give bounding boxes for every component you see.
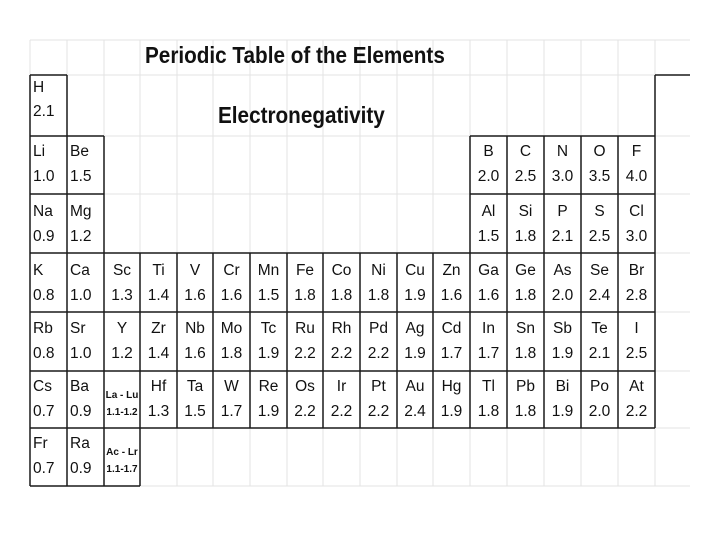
electronegativity-value: 1.8 — [367, 287, 390, 304]
element-cell-zn — [433, 255, 470, 313]
electronegativity-value: 0.9 — [70, 460, 92, 477]
element-cell-ru — [287, 313, 323, 371]
element-symbol: Al — [481, 203, 496, 220]
electronegativity-value: 1.5 — [70, 168, 92, 185]
element-cell-ge — [507, 255, 544, 313]
element-symbol: Mo — [220, 320, 243, 337]
element-symbol: Rh — [331, 320, 352, 337]
element-cell-mo — [213, 313, 250, 371]
element-symbol: Sn — [516, 320, 535, 337]
element-cell-ca — [67, 255, 104, 313]
element-symbol: Os — [295, 378, 315, 395]
element-cell-o — [581, 136, 618, 196]
element-cell-tc — [250, 313, 287, 371]
element-cell-ba — [67, 371, 104, 428]
electronegativity-value: 1.8 — [514, 345, 537, 362]
element-cell-s — [581, 196, 618, 255]
electronegativity-value: 1.6 — [184, 287, 206, 304]
electronegativity-value: 1.5 — [184, 403, 206, 420]
electronegativity-value: 2.4 — [404, 403, 426, 420]
element-cell-cr — [213, 255, 250, 313]
electronegativity-value: 1.9 — [257, 345, 280, 362]
electronegativity-value: 3.0 — [551, 168, 574, 185]
element-cell-nb — [177, 313, 213, 371]
electronegativity-value: 1.2 — [70, 228, 92, 245]
element-symbol: S — [594, 203, 605, 220]
element-symbol: Mg — [70, 203, 92, 220]
element-symbol: Se — [590, 262, 609, 279]
electronegativity-value: 1.4 — [147, 345, 170, 362]
element-symbol: Be — [70, 143, 89, 160]
electronegativity-value: 1.8 — [514, 403, 537, 420]
electronegativity-value: 1.1-1.7 — [106, 464, 138, 475]
electronegativity-value: 1.5 — [257, 287, 280, 304]
electronegativity-value: 1.7 — [477, 345, 500, 362]
element-cell-re — [250, 371, 287, 428]
element-cell-mn — [250, 255, 287, 313]
element-symbol: W — [224, 378, 239, 395]
electronegativity-value: 2.0 — [477, 168, 500, 185]
element-symbol: Fr — [33, 435, 48, 452]
element-cell-rh — [323, 313, 360, 371]
element-cell-ra — [67, 428, 104, 486]
electronegativity-value: 2.5 — [514, 168, 537, 185]
element-symbol: Ge — [515, 262, 536, 279]
element-symbol: Ni — [371, 262, 386, 279]
electronegativity-value: 1.9 — [404, 287, 426, 304]
element-cell-ac-lr — [104, 428, 140, 486]
electronegativity-value: 1.8 — [477, 403, 500, 420]
element-symbol: F — [631, 143, 642, 160]
element-cell-ir — [323, 371, 360, 428]
electronegativity-value: 2.1 — [588, 345, 611, 362]
element-cell-cd — [433, 313, 470, 371]
element-cell-na — [30, 196, 67, 255]
element-symbol: Cd — [441, 320, 462, 337]
element-symbol: Hg — [441, 378, 462, 395]
element-cell-fe — [287, 255, 323, 313]
element-cell-sb — [544, 313, 581, 371]
element-symbol: Ga — [478, 262, 499, 279]
element-symbol: Fe — [295, 262, 315, 279]
element-cell-as — [544, 255, 581, 313]
element-cell-bi — [544, 371, 581, 428]
element-cell-os — [287, 371, 323, 428]
electronegativity-value: 1.4 — [147, 287, 170, 304]
element-symbol: K — [33, 262, 44, 279]
element-symbol: Na — [33, 203, 53, 220]
electronegativity-value: 2.4 — [588, 287, 611, 304]
element-cell-te — [581, 313, 618, 371]
element-cell-au — [397, 371, 433, 428]
element-cell-cu — [397, 255, 433, 313]
element-symbol: Tl — [482, 378, 495, 395]
electronegativity-value: 1.9 — [551, 403, 574, 420]
electronegativity-value: 0.7 — [33, 460, 55, 477]
electronegativity-value: 2.2 — [330, 403, 353, 420]
element-cell-ti — [140, 255, 177, 313]
element-symbol: C — [519, 143, 532, 160]
element-symbol: Cu — [405, 262, 425, 279]
electronegativity-value: 1.9 — [257, 403, 280, 420]
element-cell-li — [30, 136, 67, 196]
element-cell-p — [544, 196, 581, 255]
element-cell-sn — [507, 313, 544, 371]
electronegativity-value: 1.7 — [220, 403, 243, 420]
electronegativity-value: 2.2 — [294, 345, 316, 362]
element-symbol: H — [33, 79, 45, 96]
element-cell-hg — [433, 371, 470, 428]
electronegativity-value: 1.3 — [111, 287, 133, 304]
element-symbol: Ru — [295, 320, 315, 337]
element-symbol: Ac - Lr — [106, 447, 138, 458]
element-symbol: O — [593, 143, 606, 160]
element-cell-b — [470, 136, 507, 196]
page-title: Periodic Table of the Elements — [145, 42, 445, 68]
element-cell-cl — [618, 196, 655, 255]
element-cell-po — [581, 371, 618, 428]
electronegativity-value: 0.9 — [33, 228, 55, 245]
element-cell-sc — [104, 255, 140, 313]
electronegativity-value: 2.0 — [588, 403, 611, 420]
electronegativity-value: 1.9 — [440, 403, 463, 420]
element-cell-at — [618, 371, 655, 428]
electronegativity-value: 1.6 — [184, 345, 206, 362]
element-cell-sr — [67, 313, 104, 371]
element-cell-al — [470, 196, 507, 255]
electronegativity-value: 4.0 — [625, 168, 648, 185]
electronegativity-value: 1.8 — [220, 345, 243, 362]
element-symbol: Y — [116, 320, 128, 337]
element-cell-y — [104, 313, 140, 371]
element-cell-h — [30, 75, 67, 136]
element-symbol: Li — [33, 143, 46, 160]
element-cell-pt — [360, 371, 397, 428]
element-cell-hf — [140, 371, 177, 428]
element-symbol: In — [482, 320, 495, 337]
element-cell-w — [213, 371, 250, 428]
electronegativity-value: 1.0 — [70, 287, 92, 304]
electronegativity-value: 2.8 — [625, 287, 648, 304]
element-cell-in — [470, 313, 507, 371]
element-symbol: Zr — [151, 320, 166, 337]
element-cell-zr — [140, 313, 177, 371]
element-cell-mg — [67, 196, 104, 255]
element-symbol: I — [634, 320, 639, 337]
element-symbol: Hf — [150, 378, 167, 395]
electronegativity-value: 1.6 — [477, 287, 500, 304]
page-subtitle: Electronegativity — [218, 102, 385, 128]
electronegativity-value: 1.2 — [111, 345, 133, 362]
electronegativity-value: 0.9 — [70, 403, 92, 420]
element-symbol: Pd — [369, 320, 388, 337]
element-symbol: Sb — [553, 320, 572, 337]
element-symbol: Pb — [516, 378, 535, 395]
electronegativity-value: 1.0 — [70, 345, 92, 362]
electronegativity-value: 1.9 — [551, 345, 574, 362]
electronegativity-value: 1.7 — [440, 345, 463, 362]
element-symbol: Au — [405, 378, 425, 395]
element-cell-c — [507, 136, 544, 196]
element-cell-si — [507, 196, 544, 255]
element-symbol: La - Lu — [105, 390, 139, 401]
element-symbol: B — [483, 143, 494, 160]
element-symbol: Ba — [70, 378, 89, 395]
element-symbol: Ir — [336, 378, 347, 395]
electronegativity-value: 2.5 — [588, 228, 611, 245]
element-cell-pd — [360, 313, 397, 371]
element-cell-ni — [360, 255, 397, 313]
electronegativity-value: 1.1-1.2 — [106, 407, 138, 418]
element-symbol: As — [553, 262, 572, 279]
electronegativity-value: 1.8 — [330, 287, 353, 304]
electronegativity-value: 2.5 — [625, 345, 648, 362]
electronegativity-value: 1.9 — [404, 345, 426, 362]
element-cell-tl — [470, 371, 507, 428]
electronegativity-value: 1.6 — [440, 287, 463, 304]
element-cell-se — [581, 255, 618, 313]
element-symbol: Cl — [629, 203, 644, 220]
electronegativity-value: 2.2 — [625, 403, 648, 420]
electronegativity-value: 1.6 — [220, 287, 243, 304]
element-cell-f — [618, 136, 655, 196]
element-symbol: Sc — [112, 262, 132, 279]
electronegativity-value: 2.2 — [294, 403, 316, 420]
element-symbol: Br — [628, 262, 645, 279]
electronegativity-value: 2.2 — [367, 345, 390, 362]
electronegativity-value: 2.1 — [551, 228, 574, 245]
element-symbol: Po — [590, 378, 609, 395]
element-symbol: Sr — [70, 320, 86, 337]
element-symbol: At — [629, 378, 644, 395]
element-symbol: Nb — [185, 320, 205, 337]
element-symbol: P — [557, 203, 568, 220]
element-symbol: Ti — [152, 262, 165, 279]
element-cell-k — [30, 255, 67, 313]
element-cell-ta — [177, 371, 213, 428]
element-cell-pb — [507, 371, 544, 428]
element-cell-i — [618, 313, 655, 371]
electronegativity-value: 0.7 — [33, 403, 55, 420]
element-symbol: Ca — [70, 262, 90, 279]
element-symbol: Cs — [33, 378, 52, 395]
element-symbol: Pt — [371, 378, 386, 395]
electronegativity-value: 3.5 — [588, 168, 611, 185]
element-symbol: V — [189, 262, 201, 279]
element-cell-la-lu — [104, 371, 140, 428]
electronegativity-value: 1.0 — [33, 168, 55, 185]
element-symbol: Zn — [442, 262, 461, 279]
element-symbol: Rb — [33, 320, 53, 337]
element-cell-v — [177, 255, 213, 313]
element-cell-be — [67, 136, 104, 196]
electronegativity-value: 0.8 — [33, 287, 55, 304]
element-cell-rb — [30, 313, 67, 371]
element-symbol: Mn — [257, 262, 280, 279]
electronegativity-value: 3.0 — [625, 228, 648, 245]
element-cell-fr — [30, 428, 67, 486]
element-symbol: N — [556, 143, 569, 160]
element-cell-ag — [397, 313, 433, 371]
element-cell-cs — [30, 371, 67, 428]
element-symbol: Si — [518, 203, 533, 220]
element-symbol: Ta — [186, 378, 204, 395]
electronegativity-value: 2.1 — [33, 103, 55, 120]
element-symbol: Te — [591, 320, 608, 337]
electronegativity-value: 0.8 — [33, 345, 55, 362]
element-cell-co — [323, 255, 360, 313]
element-symbol: Bi — [555, 378, 570, 395]
electronegativity-value: 2.0 — [551, 287, 574, 304]
electronegativity-value: 1.8 — [514, 228, 537, 245]
electronegativity-value: 2.2 — [330, 345, 353, 362]
electronegativity-value: 2.2 — [367, 403, 390, 420]
element-symbol: Ra — [70, 435, 90, 452]
element-symbol: Cr — [223, 262, 240, 279]
electronegativity-value: 1.5 — [477, 228, 500, 245]
element-cell-br — [618, 255, 655, 313]
element-symbol: Co — [331, 262, 352, 279]
element-symbol: Ag — [405, 320, 425, 337]
element-symbol: Tc — [260, 320, 277, 337]
electronegativity-value: 1.8 — [514, 287, 537, 304]
element-cell-ga — [470, 255, 507, 313]
electronegativity-value: 1.8 — [294, 287, 316, 304]
element-symbol: Re — [258, 378, 279, 395]
element-cell-n — [544, 136, 581, 196]
electronegativity-value: 1.3 — [147, 403, 170, 420]
